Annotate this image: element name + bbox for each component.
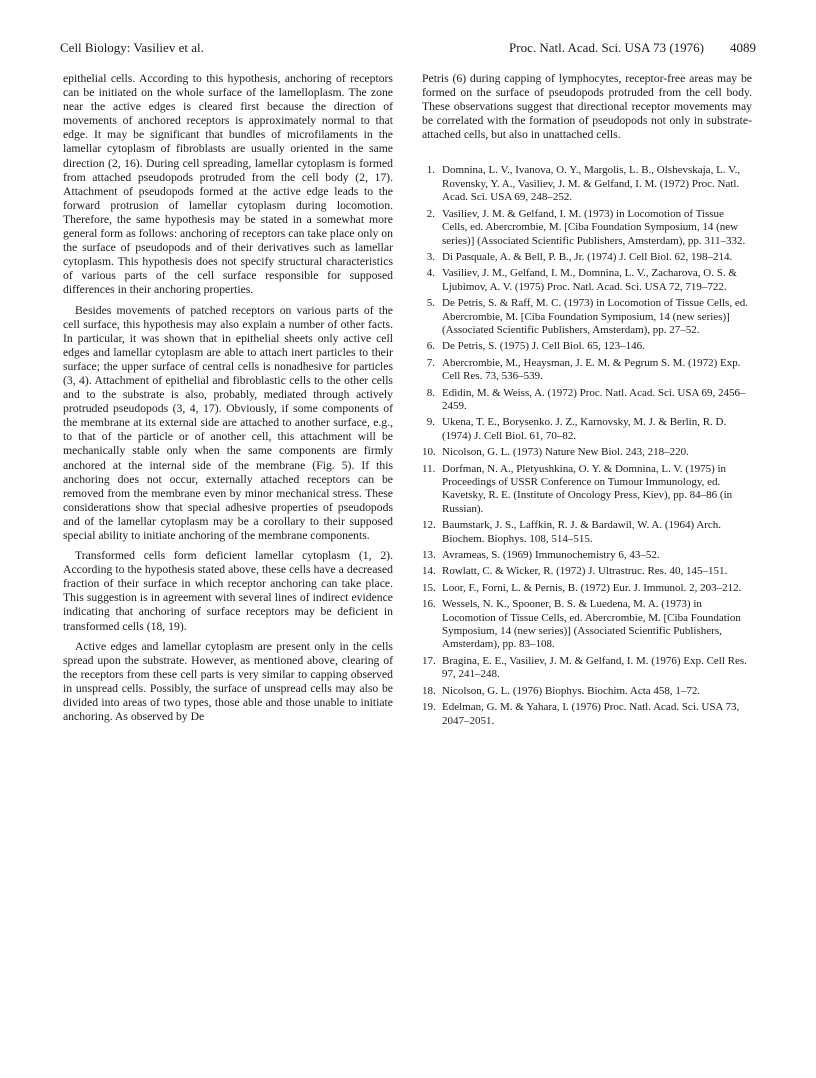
left-column <box>63 72 393 730</box>
right-column <box>422 72 752 731</box>
reference-number: 7. <box>426 356 435 369</box>
reference-item <box>422 357 752 384</box>
reference-text: Dorfman, N. A., Pletyushkina, O. Y. & Domnina, L. V. (1975) in Proceedings of USSR Conference on Tumour Immunology, ed. Kavetsky, R. E. (Institute of Oncology Press, Kiev), pp. 84–86 (in Russian). <box>442 462 733 515</box>
reference-number: 19. <box>422 701 436 714</box>
reference-item <box>422 208 752 248</box>
reference-text: Loor, F., Forni, L. & Pernis, B. (1972) Eur. J. Immunol. 2, 203–212. <box>442 581 742 594</box>
reference-text: Edidin, M. & Weiss, A. (1972) Proc. Natl. Acad. Sci. USA 69, 2456–2459. <box>442 386 746 412</box>
reference-item <box>422 267 752 294</box>
reference-item <box>422 446 752 459</box>
body-paragraph: epithelial cells. According to this hypothesis, anchoring of receptors can be initiated on the whole surface of the lamelloplasm. The zone near the active edges is cleared first because the direction of movements of anchored receptors is approximately normal to that edge. It may be significant that bundles of microfilaments in the lamellar cytoplasm of fibroblasts are usually oriented in the same direction (2, 16). During cell spreading, lamellar cytoplasm is formed from attached pseudopods protruded from the cell body (2, 17). Attachment of pseudopods formed at the active edge leads to the forward protrusion of lamellar cytoplasm during locomotion. Therefore, the same hypothesis may be stated in a somewhat more general form as follows: anchoring of receptors can take place only on the surface of pseudopods and of their derivatives such as lamellar cytoplasm. This hypothesis does not specify structural characteristics of various parts of the cell surface responsible for supposed differences in their anchoring properties. <box>63 72 393 297</box>
reference-text: Nicolson, G. L. (1973) Nature New Biol. 243, 218–220. <box>442 446 689 459</box>
body-paragraph: Petris (6) during capping of lymphocytes, receptor-free areas may be formed on the surface of pseudopods protruded from the cell body. These observations suggest that directional receptor movements may be correlated with the formation of pseudopods not only in substrate-attached cells, but also in unattached cells. <box>422 72 752 142</box>
reference-number: 2. <box>426 207 435 220</box>
reference-text: Edelman, G. M. & Yahara, I. (1976) Proc. Natl. Acad. Sci. USA 73, 2047–2051. <box>442 701 740 727</box>
reference-item <box>422 519 752 546</box>
reference-item <box>422 598 752 652</box>
reference-number: 10. <box>422 446 436 459</box>
reference-text: Avrameas, S. (1969) Immunochemistry 6, 43–52. <box>442 549 660 562</box>
reference-item <box>422 340 752 353</box>
reference-number: 8. <box>426 386 435 399</box>
reference-item <box>422 549 752 562</box>
body-paragraph: Transformed cells form deficient lamellar cytoplasm (1, 2). According to the hypothesis stated above, these cells have a decreased fraction of their surface in which receptor anchoring can take place. This suggestion is in agreement with several lines of indirect evidence indicating that anchoring of surface receptors may be deficient in transformed cells (18, 19). <box>63 549 393 633</box>
reference-number: 12. <box>422 519 436 532</box>
reference-text: Domnina, L. V., Ivanova, O. Y., Margolis, L. B., Olshevskaja, L. V., Rovensky, Y. A., Vasiliev, J. M. & Gelfand, I. M. (1972) Proc. Natl. Acad. Sci. USA 69, 248–252. <box>442 164 741 204</box>
reference-item <box>422 251 752 264</box>
reference-text: Vasiliev, J. M., Gelfand, I. M., Domnina, L. V., Zacharova, O. S. & Ljubimov, A. V. (1975) Proc. Natl. Acad. Sci. USA 72, 719–722. <box>442 267 737 293</box>
reference-number: 5. <box>426 297 435 310</box>
reference-text: Nicolson, G. L. (1976) Biophys. Biochim. Acta 458, 1–72. <box>442 684 701 697</box>
body-paragraph: Besides movements of patched receptors on various parts of the cell surface, this hypothesis may also explain a number of other facts. In particular, it was shown that in epithelial sheets only active cell edges and lamellar cytoplasm are able to attach inert particles to their surface; the upper surface of central cells is nonadhesive for particles (3, 4). Attachment of epithelial and fibroblastic cells to the other cells and to the substrate is also, probably, mediated through actively protruded pseudopods (3, 4, 17). Obviously, if some components of the membrane at its external side are attached to another surface, e.g., to that of the particle or of another cell, this attachment will be mechanically stable only when the same components are firmly anchored at the internal side of the membrane (Fig. 5). If this anchoring does not occur, externally attached receptors can be removed from the membrane even by minor mechanical stress. These considerations show that special adhesive properties of pseudopods and of the lamellar cytoplasm may be a corollary to their supposed special ability to initiate anchoring of the membrane components. <box>63 303 393 542</box>
reference-text: Abercrombie, M., Heaysman, J. E. M. & Pegrum S. M. (1972) Exp. Cell Res. 73, 536–539. <box>442 356 741 383</box>
reference-item <box>422 685 752 698</box>
reference-text: Di Pasquale, A. & Bell, P. B., Jr. (1974) J. Cell Biol. 62, 198–214. <box>442 250 733 263</box>
journal-citation: Proc. Natl. Acad. Sci. USA 73 (1976) <box>509 40 704 55</box>
reference-text: Ukena, T. E., Borysenko. J. Z., Karnovsky, M. J. & Berlin, R. D. (1974) J. Cell Biol. 61, 70–82. <box>442 416 727 442</box>
reference-number: 9. <box>426 416 435 429</box>
reference-item <box>422 565 752 578</box>
reference-number: 11. <box>422 462 436 475</box>
reference-item <box>422 655 752 682</box>
reference-number: 6. <box>426 340 435 353</box>
body-paragraph: Active edges and lamellar cytoplasm are present only in the cells spread upon the substrate. However, as mentioned above, clearing of the receptors from these cell parts is very similar to capping observed in unspread cells. Possibly, the surface of unspread cells may also be divided into areas of two types, those able and those unable to initiate anchoring. As observed by De <box>63 639 393 724</box>
reference-number: 4. <box>426 267 435 280</box>
page-header <box>60 40 756 60</box>
reference-text: Bragina, E. E., Vasiliev, J. M. & Gelfand, I. M. (1976) Exp. Cell Res. 97, 241–248. <box>442 654 747 681</box>
reference-number: 13. <box>422 549 436 562</box>
reference-text: Rowlatt, C. & Wicker, R. (1972) J. Ultrastruc. Res. 40, 145–151. <box>442 565 728 578</box>
reference-item <box>422 416 752 443</box>
reference-number: 15. <box>422 581 436 594</box>
reference-number: 3. <box>426 250 435 263</box>
reference-item <box>422 297 752 337</box>
reference-number: 1. <box>426 164 435 177</box>
running-head: Cell Biology: Vasiliev et al. <box>60 40 204 55</box>
reference-number: 14. <box>422 565 436 578</box>
reference-number: 16. <box>422 598 436 611</box>
reference-text: De Petris, S. (1975) J. Cell Biol. 65, 123–146. <box>442 340 645 353</box>
reference-item <box>422 582 752 595</box>
reference-item <box>422 701 752 728</box>
reference-list <box>422 164 752 727</box>
reference-text: Wessels, N. K., Spooner, B. S. & Luedena, M. A. (1973) in Locomotion of Tissue Cells, ed. Abercrombie, M. [Ciba Foundation Symposium, 14 (new series)] (Associated Scientific Publishers, Amsterdam), pp. 83–108. <box>442 598 741 651</box>
reference-item <box>422 463 752 517</box>
reference-number: 17. <box>422 654 436 667</box>
reference-text: Vasiliev, J. M. & Gelfand, I. M. (1973) in Locomotion of Tissue Cells, ed. Abercrombie, M. [Ciba Foundation Symposium, 14 (new series)] (Associated Scientific Publishers, Amsterdam), pp. 311–332. <box>442 207 746 247</box>
page-number: 4089 <box>730 40 756 55</box>
reference-text: De Petris, S. & Raff, M. C. (1973) in Locomotion of Tissue Cells, ed. Abercrombie, M. [Ciba Foundation Symposium, 14 (new series)] (Associated Scientific Publishers, Amsterdam), pp. 27–52. <box>442 297 748 336</box>
reference-item <box>422 164 752 204</box>
reference-item <box>422 387 752 414</box>
reference-text: Baumstark, J. S., Laffkin, R. J. & Bardawil, W. A. (1964) Arch. Biochem. Biophys. 108, 514–515. <box>442 519 722 545</box>
journal-citation-line <box>509 40 756 56</box>
reference-number: 18. <box>422 684 436 697</box>
